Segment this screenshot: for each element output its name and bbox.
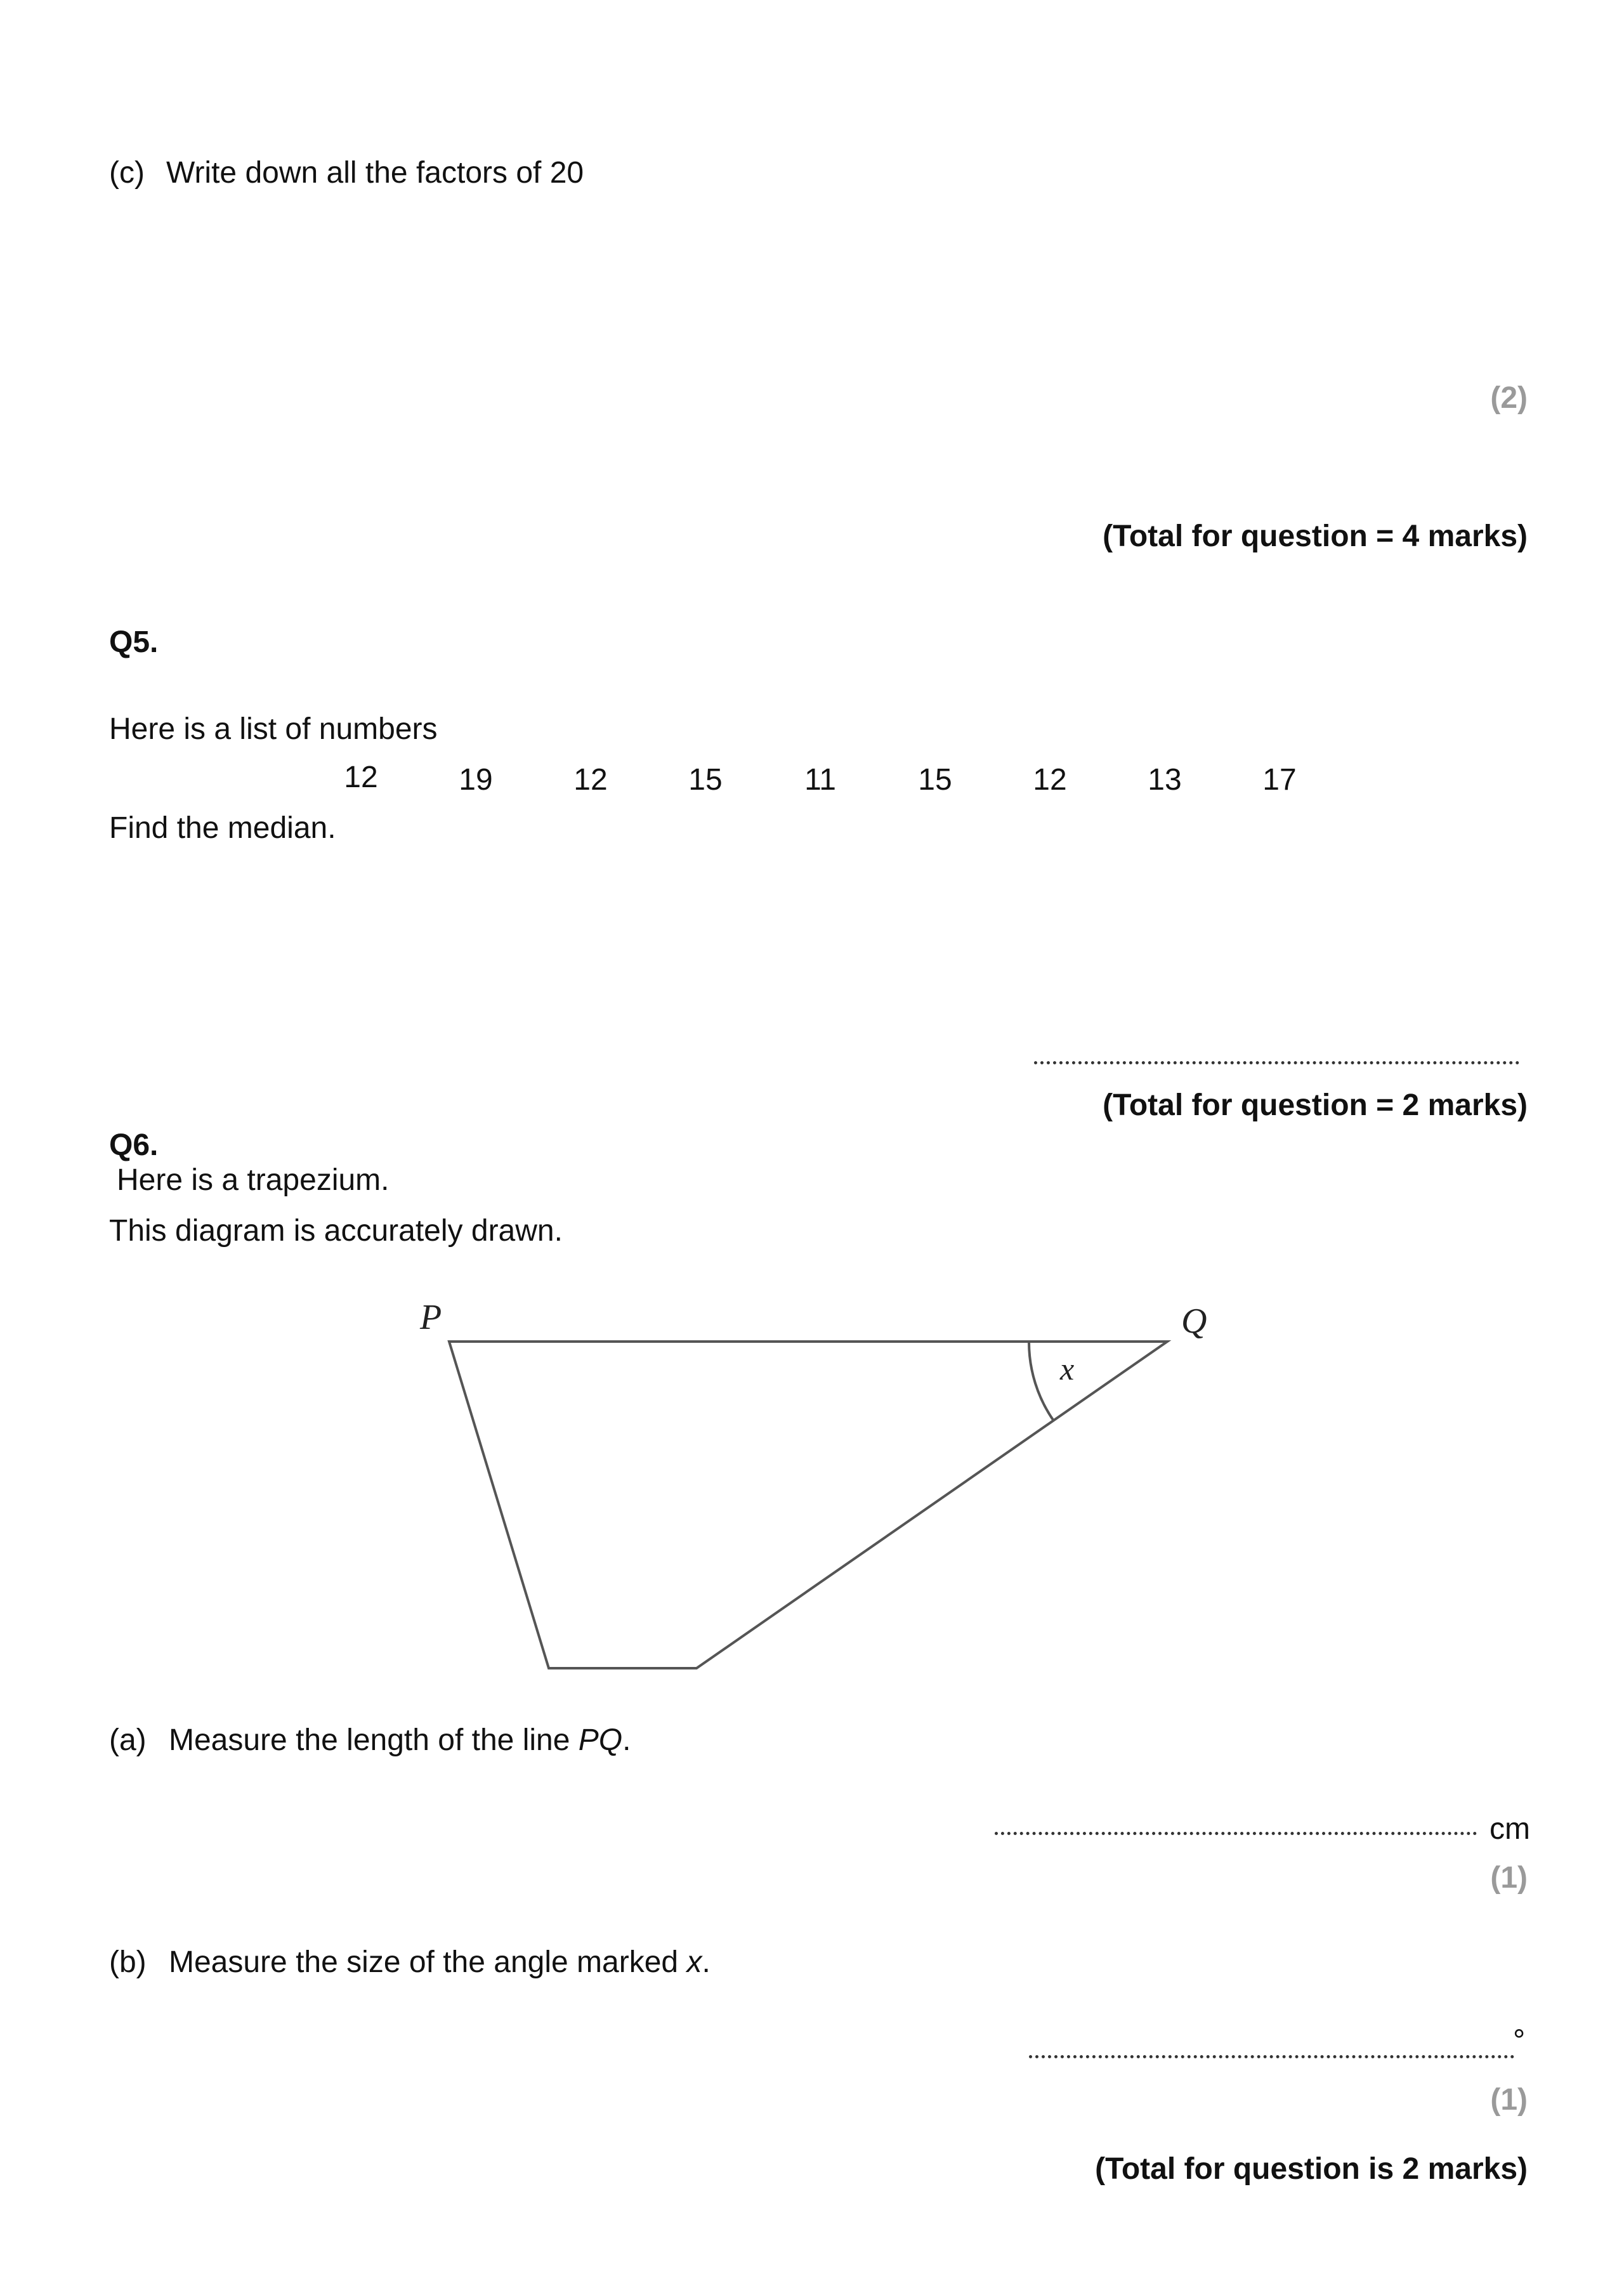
degree-symbol: ° [1513,2024,1526,2058]
list-number: 19 [459,763,493,797]
part-b-marks: (1) [1490,2083,1528,2117]
trapezium-diagram [381,1272,1256,1690]
part-a-question [169,1723,631,1758]
part-c-question: Write down all the factors of 20 [166,156,584,190]
part-b-label: (b) [109,1945,147,1979]
q6-intro: Here is a trapezium. [117,1163,390,1197]
list-number: 15 [688,763,723,797]
part-b-angle-name: x [686,1945,702,1979]
list-number: 12 [344,761,378,794]
part-c-label: (c) [109,156,145,190]
q6-diagram-note: This diagram is accurately drawn. [109,1214,563,1248]
angle-x-arc [1029,1342,1054,1421]
list-number: 13 [1148,763,1182,797]
q5-question: Find the median. [109,811,336,845]
part-a-unit: cm [1490,1812,1530,1846]
part-a-marks: (1) [1490,1861,1528,1895]
part-a-label: (a) [109,1723,147,1757]
part-c-marks: (2) [1490,381,1528,415]
part-b-period: . [702,1945,710,1979]
vertex-label-p: P [420,1298,442,1337]
q6-total-marks: (Total for question is 2 marks) [1095,2152,1528,2186]
list-number: 12 [1033,763,1067,797]
part-a-text: Measure the length of the line [169,1723,579,1757]
trapezium-shape [449,1342,1167,1668]
part-b-question [169,1945,710,1980]
part-b-text: Measure the size of the angle marked [169,1945,687,1979]
part-a-period: . [622,1723,631,1757]
angle-label-x: x [1060,1351,1075,1387]
part-b-answer-line[interactable] [1029,2050,1514,2058]
list-number: 11 [804,763,836,797]
vertex-label-q: Q [1181,1302,1207,1341]
q4-total-marks: (Total for question = 4 marks) [1103,519,1528,553]
q5-number: Q5. [109,625,159,659]
part-a-line-name: PQ [578,1723,623,1757]
list-number: 17 [1262,763,1297,797]
list-number: 15 [918,763,952,797]
q5-answer-line[interactable] [1034,1056,1519,1064]
q5-total-marks: (Total for question = 2 marks) [1103,1088,1528,1122]
q5-intro: Here is a list of numbers [109,712,438,746]
list-number: 12 [573,763,608,797]
q6-number: Q6. [109,1128,159,1162]
part-a-answer-line[interactable] [995,1827,1477,1835]
